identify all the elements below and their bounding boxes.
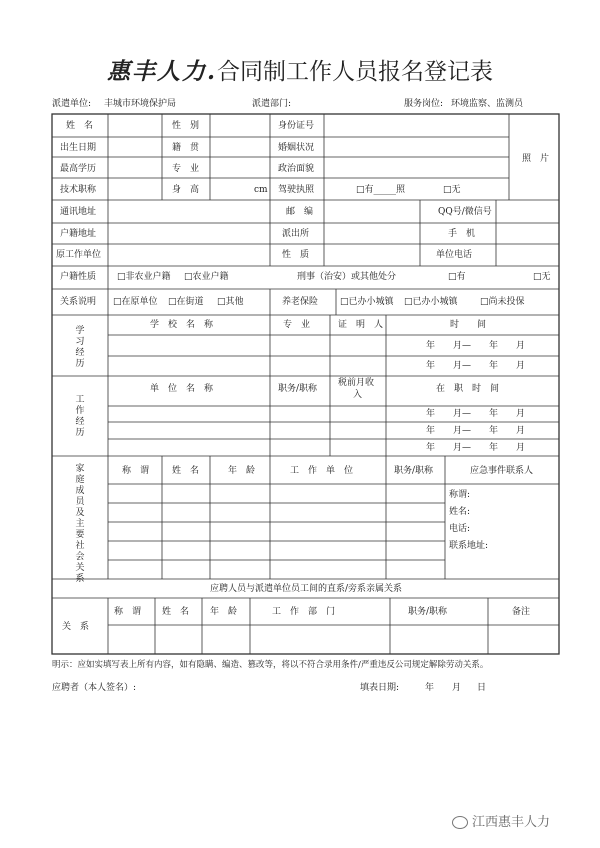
family-section-label: 家庭成员及主要社会关系 xyxy=(75,464,85,584)
postcode-label: 邮 编 xyxy=(286,207,314,217)
work-period-2[interactable]: 年 月— 年 月 xyxy=(426,426,526,436)
qq-wechat-label: QQ号/微信号 xyxy=(438,207,492,217)
relation-original-checkbox[interactable]: □在原单位 xyxy=(113,297,158,307)
watermark-text: 江西惠丰人力 xyxy=(472,815,551,830)
brand-name: 惠丰人力. xyxy=(106,58,217,85)
criminal-label: 刑事（治安）或其他处分 xyxy=(297,272,397,282)
major-label: 专 业 xyxy=(172,164,200,174)
family-appellation-header: 称 谓 xyxy=(122,466,150,476)
id-number-label: 身份证号 xyxy=(278,121,315,131)
pension-label: 养老保险 xyxy=(282,297,319,307)
family-position-header: 职务/职称 xyxy=(394,466,434,476)
work-income-header: 税前月收 xyxy=(338,378,375,388)
relation-other-checkbox[interactable]: □其他 xyxy=(217,297,244,307)
education-label: 最高学历 xyxy=(60,164,97,174)
pension-town-checkbox[interactable]: □已办小城镇 xyxy=(340,297,394,307)
unit-phone-label: 单位电话 xyxy=(436,250,473,260)
family-name-header: 姓 名 xyxy=(172,466,200,476)
signature-label: 应聘者（本人签名）: xyxy=(52,683,137,693)
police-station-label: 派出所 xyxy=(282,229,310,239)
license-no-checkbox[interactable]: □无 xyxy=(443,185,461,195)
work-unit-header: 单 位 名 称 xyxy=(150,384,214,394)
date-day: 日 xyxy=(477,683,487,693)
work-position-header: 职务/职称 xyxy=(278,384,318,394)
kin-age-header: 年 龄 xyxy=(210,607,238,617)
watermark xyxy=(452,811,550,830)
license-label: 驾驶执照 xyxy=(278,185,315,195)
work-period-3[interactable]: 年 月— 年 月 xyxy=(426,443,526,453)
study-period-2[interactable]: 年 月— 年 月 xyxy=(426,361,526,371)
non-agri-checkbox[interactable]: □非农业户籍 xyxy=(117,272,171,282)
date-month: 月 xyxy=(452,683,462,693)
service-post-value[interactable]: 环境监察、监测员 xyxy=(451,99,524,109)
family-unit-header: 工 作 单 位 xyxy=(290,466,354,476)
emergency-phone-label: 电话: xyxy=(449,524,471,534)
birth-date-label: 出生日期 xyxy=(60,143,97,153)
work-time-header: 在 职 时 间 xyxy=(436,384,500,394)
address-label: 通讯地址 xyxy=(60,207,97,217)
study-school-header: 学 校 名 称 xyxy=(150,320,214,330)
kin-remark-header: 备注 xyxy=(512,607,531,617)
hukou-address-label: 户籍地址 xyxy=(60,229,97,239)
study-witness-header: 证 明 人 xyxy=(338,320,384,330)
kin-section-header: 应聘人员与派遣单位员工间的直系/旁系亲属关系 xyxy=(210,584,403,594)
mobile-label: 手 机 xyxy=(448,229,476,239)
height-unit: cm xyxy=(254,185,268,195)
criminal-yes-checkbox[interactable]: □有 xyxy=(448,272,466,282)
form-title: 合同制工作人员报名登记表 xyxy=(217,59,493,85)
date-year: 年 xyxy=(425,683,435,693)
title-rank-label: 技术职称 xyxy=(60,185,97,195)
work-income-header-2: 入 xyxy=(353,390,363,400)
dispatch-unit-label: 派遣单位: xyxy=(52,99,92,109)
kin-name-header: 姓 名 xyxy=(162,607,190,617)
study-section-label: 学习经历 xyxy=(75,326,85,369)
emergency-name-label: 姓名: xyxy=(449,507,471,517)
study-period-1[interactable]: 年 月— 年 月 xyxy=(426,341,526,351)
relation-label: 关系说明 xyxy=(60,297,97,307)
family-age-header: 年 龄 xyxy=(228,466,256,476)
page-title xyxy=(0,58,600,86)
wechat-icon xyxy=(452,816,468,829)
height-label: 身 高 xyxy=(172,185,200,195)
kin-appellation-header: 称 谓 xyxy=(114,607,142,617)
fill-date-label: 填表日期: xyxy=(360,683,400,693)
pension-none-checkbox[interactable]: □尚未投保 xyxy=(480,297,525,307)
kin-dept-header: 工 作 部 门 xyxy=(272,607,336,617)
gender-label: 性 别 xyxy=(172,121,200,131)
dispatch-dept-label: 派遣部门: xyxy=(252,99,292,109)
hukou-type-label: 户籍性质 xyxy=(60,272,97,282)
relation-street-checkbox[interactable]: □在街道 xyxy=(168,297,204,307)
study-major-header: 专 业 xyxy=(283,320,311,330)
dispatch-unit-value[interactable]: 丰城市环境保护局 xyxy=(104,99,177,109)
criminal-no-checkbox[interactable]: □无 xyxy=(533,272,551,282)
kin-section-label: 关 系 xyxy=(62,622,90,632)
work-section-label: 工作经历 xyxy=(75,395,85,438)
photo-label: 照 片 xyxy=(522,154,550,164)
previous-unit-label: 原工作单位 xyxy=(56,250,102,260)
license-yes-checkbox[interactable]: □有_____照 xyxy=(356,185,406,195)
native-place-label: 籍 贯 xyxy=(172,143,200,153)
kin-position-header: 职务/职称 xyxy=(408,607,448,617)
marriage-label: 婚姻状况 xyxy=(278,143,315,153)
study-time-header: 时 间 xyxy=(450,320,487,330)
agri-checkbox[interactable]: □农业户籍 xyxy=(184,272,229,282)
disclaimer-note: 明示：应如实填写表上所有内容，如有隐瞒、编造、篡改等，将以不符合录用条件/严重违反公司规定解除劳动关系。 xyxy=(52,660,489,670)
work-period-1[interactable]: 年 月— 年 月 xyxy=(426,409,526,419)
service-post-label: 服务岗位: xyxy=(404,99,444,109)
emergency-contact-header: 应急事件联系人 xyxy=(470,466,534,476)
emergency-address-label: 联系地址: xyxy=(449,541,489,551)
emergency-appellation-label: 称谓: xyxy=(449,490,471,500)
name-label: 姓 名 xyxy=(66,121,94,131)
pension-urban-checkbox[interactable]: □已办小城镇 xyxy=(404,297,458,307)
nature-label: 性 质 xyxy=(282,250,310,260)
political-label: 政治面貌 xyxy=(278,164,315,174)
